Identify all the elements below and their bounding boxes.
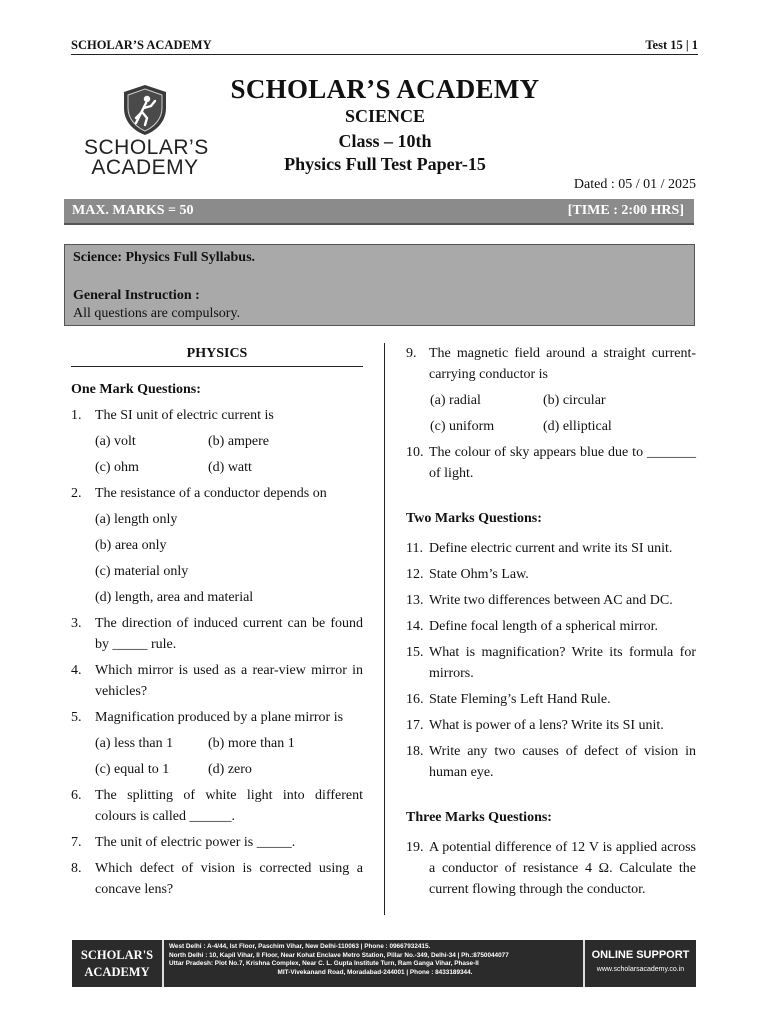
question-text: Define electric current and write its SI unit.	[429, 541, 673, 556]
option: (a) length only	[95, 512, 178, 527]
syllabus-label: Science: Physics Full Syllabus.	[73, 250, 256, 265]
footer-brand-line1: SCHOLAR'S	[80, 948, 154, 962]
question-item	[406, 590, 696, 611]
question-item	[406, 616, 696, 637]
option: (d) length, area and material	[95, 590, 254, 605]
subject-title: SCIENCE	[344, 106, 426, 126]
question-number: 17.	[406, 718, 424, 733]
question-item	[71, 858, 363, 900]
question-text: Which defect of vision is corrected using a concave lens?	[95, 861, 363, 897]
question-item	[71, 832, 363, 853]
online-support-title: ONLINE SUPPORT	[591, 949, 690, 961]
question-number: 14.	[406, 619, 424, 634]
question-text: Write two differences between AC and DC.	[429, 593, 673, 608]
question-item	[71, 707, 363, 728]
question-item	[71, 613, 363, 655]
question-item	[406, 442, 696, 484]
option: (c) uniform	[430, 419, 495, 434]
three-marks-heading: Three Marks Questions:	[406, 810, 552, 825]
question-number: 3.	[71, 616, 82, 631]
option: (d) watt	[208, 460, 252, 475]
question-text: Which mirror is used as a rear-view mirror in vehicles?	[95, 663, 363, 699]
question-text: The splitting of white light into different colours is called ______.	[95, 788, 363, 824]
question-number: 13.	[406, 593, 424, 608]
address-north-delhi: North Delhi : 10, Kapil Vihar, II Floor, Near Kohat Enclave Metro Station, Pillar No.-349, Delhi-34 | Ph.:8750044077	[169, 951, 509, 959]
header-page-number: Test 15 | 1	[645, 38, 698, 52]
option: (a) less than 1	[95, 736, 174, 751]
question-item	[406, 642, 696, 684]
question-text: The direction of induced current can be found by _____ rule.	[95, 616, 363, 652]
question-text: State Ohm’s Law.	[429, 567, 529, 582]
left-column	[71, 343, 363, 905]
instructions-box	[64, 244, 695, 326]
question-item	[406, 538, 696, 559]
column-divider	[384, 343, 385, 915]
right-column	[406, 343, 696, 905]
question-item	[406, 564, 696, 585]
address-uttar-pradesh-cont: MIT-Vivekanand Road, Moradabad-244001 | Phone : 8433189344.	[277, 968, 473, 976]
address-uttar-pradesh: Uttar Pradesh: Plot No.7, Krishna Complex, Near C. L. Gupta Institute Turn, Ram Ganga Vihar, Phase-II	[169, 960, 479, 968]
general-instruction-text: All questions are compulsory.	[73, 306, 241, 321]
option-row	[71, 431, 363, 452]
logo-text-line1: SCHOLAR’S	[84, 136, 209, 159]
question-text: The resistance of a conductor depends on	[95, 486, 327, 501]
question-number: 16.	[406, 692, 424, 707]
question-text: Define focal length of a spherical mirror.	[429, 619, 658, 634]
page-title: SCHOLAR’S ACADEMY	[230, 74, 540, 104]
question-number: 2.	[71, 486, 82, 501]
option: (c) equal to 1	[95, 762, 170, 777]
question-text: What is power of a lens? Write its SI unit.	[429, 718, 664, 733]
question-text: What is magnification? Write its formula for mirrors.	[429, 645, 696, 681]
question-text: A potential difference of 12 V is applied across a conductor of resistance 4 Ω. Calculate the current flowing through the conductor.	[429, 840, 696, 897]
address-west-delhi: West Delhi : A-4/44, Ist Floor, Paschim Vihar, New Delhi-110063 | Phone : 09667932415.	[169, 943, 431, 950]
question-item	[406, 715, 696, 736]
time-label: [TIME : 2:00 HRS]	[567, 203, 684, 218]
running-header	[71, 37, 698, 55]
general-instruction-heading: General Instruction :	[73, 288, 200, 303]
question-item	[406, 837, 696, 900]
option: (b) area only	[95, 538, 167, 553]
footer-banner	[72, 940, 696, 987]
header-institute-name: SCHOLAR’S ACADEMY	[71, 38, 212, 52]
question-number: 9.	[406, 346, 417, 361]
option: (a) radial	[430, 393, 481, 408]
question-number: 1.	[71, 408, 82, 423]
option-row	[406, 390, 696, 411]
two-marks-heading: Two Marks Questions:	[406, 511, 542, 526]
question-text: State Fleming’s Left Hand Rule.	[429, 692, 611, 707]
footer-brand	[72, 940, 164, 987]
question-item	[71, 785, 363, 827]
question-text: Magnification produced by a plane mirror is	[95, 710, 344, 725]
one-mark-heading: One Mark Questions:	[71, 382, 201, 397]
marks-time-bar	[64, 199, 694, 225]
max-marks-label: MAX. MARKS = 50	[72, 203, 194, 218]
option: (c) ohm	[95, 460, 139, 475]
option: (b) circular	[543, 393, 606, 408]
question-number: 11.	[406, 541, 423, 556]
question-text: The colour of sky appears blue due to _______ of light.	[429, 445, 696, 481]
question-item	[71, 660, 363, 702]
footer-addresses	[169, 943, 581, 977]
question-text: The magnetic field around a straight current-carrying conductor is	[429, 346, 696, 382]
option: (a) volt	[95, 434, 136, 449]
question-number: 15.	[406, 645, 424, 660]
academy-logo	[84, 84, 209, 180]
option: (d) elliptical	[543, 419, 612, 434]
option-row	[71, 457, 363, 478]
question-item	[406, 343, 696, 385]
question-number: 7.	[71, 835, 82, 850]
paper-title: Physics Full Test Paper-15	[284, 154, 486, 174]
option: (b) ampere	[208, 434, 270, 449]
class-title: Class – 10th	[338, 131, 432, 151]
option: (b) more than 1	[208, 736, 295, 751]
question-number: 18.	[406, 744, 424, 759]
option: (c) material only	[95, 564, 189, 579]
question-item	[71, 483, 363, 504]
online-support	[583, 940, 696, 987]
option-row	[406, 416, 696, 437]
question-text: Write any two causes of defect of vision in human eye.	[429, 744, 696, 780]
question-text: The SI unit of electric current is	[95, 408, 274, 423]
question-number: 6.	[71, 788, 82, 803]
section-title: PHYSICS	[71, 343, 363, 367]
footer-brand-line2: ACADEMY	[84, 965, 150, 979]
option-row	[71, 759, 363, 780]
question-number: 4.	[71, 663, 82, 678]
option: (d) zero	[208, 762, 252, 777]
date-label: Dated : 05 / 01 / 2025	[573, 177, 696, 192]
question-item	[406, 689, 696, 710]
question-text: The unit of electric power is _____.	[95, 835, 296, 850]
question-item	[71, 405, 363, 426]
website-link[interactable]: www.scholarsacademy.co.in	[596, 966, 685, 973]
shield-icon	[122, 84, 168, 136]
option-row	[71, 733, 363, 754]
question-item	[406, 741, 696, 783]
question-number: 10.	[406, 445, 424, 460]
question-number: 5.	[71, 710, 82, 725]
question-number: 8.	[71, 861, 82, 876]
logo-text-line2: ACADEMY	[91, 156, 199, 179]
question-number: 12.	[406, 567, 424, 582]
question-number: 19.	[406, 840, 424, 855]
